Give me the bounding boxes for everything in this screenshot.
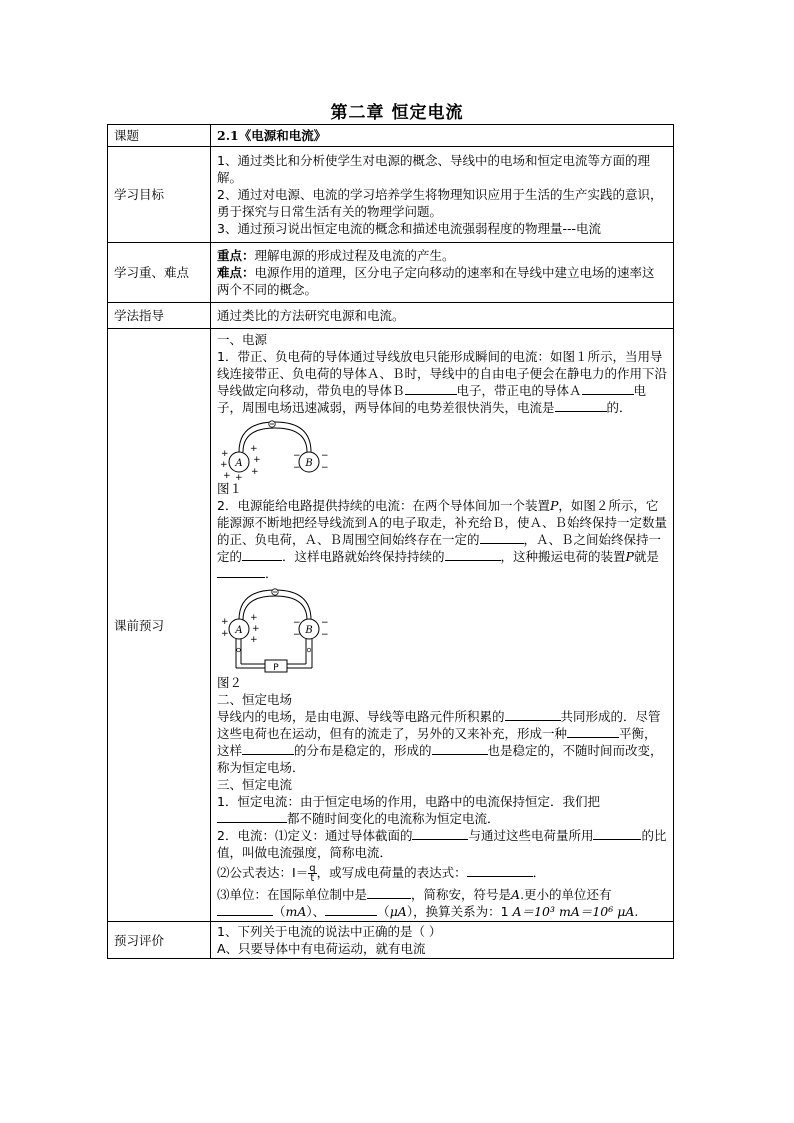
section-heading: 三、恒定电流: [217, 777, 293, 792]
blank[interactable]: [325, 903, 377, 916]
blank[interactable]: [582, 382, 634, 395]
section-heading: 二、恒定电场: [217, 692, 293, 707]
paragraph-3: 导线内的电场，是由电源、导线等电路元件所积累的 共同形成的．尽管这些电荷也在运动，但有的流走了，另外的又来补充，形成一种 平衡，这样 的分布是稳定的，形成的 也是稳定的，不随时间而改变，称为恒定电场．: [217, 709, 663, 775]
sphere-a-label: A: [235, 625, 243, 636]
question-1-option-a: A、只要导体中有电荷运动，就有电流: [217, 941, 426, 956]
key-label: 重点：: [217, 248, 255, 263]
svg-text:−: −: [293, 618, 301, 628]
hard-text: 电源作用的道理，区分电子定向移动的速率和在导线中建立电场的速率这两个不同的概念。: [217, 265, 655, 297]
paragraph-5: 2．电流：⑴定义：通过导体截面的 与通过这些电荷量所用 的比值，叫做电流强度，简称电流．: [217, 828, 667, 860]
section-heading: 一、电源: [217, 332, 268, 347]
blank[interactable]: [217, 903, 273, 916]
svg-text:−: −: [321, 463, 329, 473]
paragraph-1: 1．带正、负电荷的导体通过导线放电只能形成瞬间的电流：如图１所示，当用导线连接带正、负电荷的导体Ａ、Ｂ时，导线中的自由电子便会在静电力的作用下沿导线做定向移动，带负电的导体Ｂ 电子，带正电的导体Ａ 电子，周围电场迅速减弱，两导体间的电势差很快消失，电流是 的．: [217, 349, 668, 415]
svg-text:+: +: [251, 467, 259, 477]
paragraph-4: 1．恒定电流：由于恒定电场的作用，电路中的电流保持恒定．我们把都不随时间变化的电流称为恒定电流．: [217, 794, 600, 826]
row-label-preview: 课前预习: [108, 329, 211, 922]
device-p-label: P: [273, 663, 279, 673]
blank[interactable]: [432, 742, 488, 755]
row-label-evaluation: 预习评价: [108, 922, 211, 959]
preview-cell: [211, 329, 674, 922]
figure-1-diagram: [217, 418, 337, 480]
method-text: 通过类比的方法研究电源和电流。: [211, 303, 674, 329]
sphere-b-label: B: [305, 625, 313, 636]
paragraph-2: 2．电源能给电路提供持续的电流：在两个导体间加一个装置P，如图２所示，它能源源不断地把经导线流到Ａ的电子取走，补充给Ｂ，使Ａ、Ｂ始终保持一定数量的正、负电荷，Ａ、Ｂ周围空间始终存在一定的 ，Ａ、Ｂ之间始终保持一定的 ．这样电路就始终保持持续的 ，这种搬运电荷的装置P就是．: [217, 498, 668, 581]
blank[interactable]: [367, 886, 411, 899]
lesson-title: 2.1《电源和电流》: [211, 125, 674, 147]
keypoints-cell: [211, 243, 674, 303]
svg-text:+: +: [221, 629, 229, 639]
blank[interactable]: [242, 742, 294, 755]
table-row-method: [108, 303, 674, 329]
row-label-keypoints: 学习重、难点: [108, 243, 211, 303]
blank[interactable]: [445, 548, 501, 561]
page-title: 第二章 恒定电流: [330, 103, 464, 123]
svg-text:−: −: [321, 451, 329, 461]
hard-label: 难点：: [217, 265, 255, 280]
svg-text:+: +: [235, 473, 243, 480]
blank[interactable]: [480, 531, 524, 544]
lesson-plan-table: [107, 124, 674, 959]
svg-text:+: +: [221, 449, 229, 459]
blank[interactable]: [412, 827, 468, 840]
svg-text:+: +: [223, 471, 231, 480]
blank[interactable]: [555, 399, 607, 412]
blank[interactable]: [593, 827, 641, 840]
blank[interactable]: [242, 548, 282, 561]
question-1: 1、下列关于电流的说法中正确的是（ ）: [217, 924, 442, 939]
figure-2-diagram: [217, 584, 337, 674]
sphere-b-label: B: [305, 458, 313, 469]
svg-text:+: +: [250, 635, 258, 645]
svg-text:−: −: [293, 630, 301, 640]
svg-text:−: −: [321, 630, 329, 640]
row-label-topic: 课题: [108, 125, 211, 147]
svg-text:−: −: [321, 618, 329, 628]
blank[interactable]: [217, 810, 287, 823]
key-text: 理解电源的形成过程及电流的产生。: [254, 248, 455, 263]
sphere-a-label: A: [235, 458, 243, 469]
table-row-preview: [108, 329, 674, 922]
evaluation-cell: [211, 922, 674, 959]
formula-fraction: $\frac{q}{t}$: [309, 863, 316, 884]
blank[interactable]: [405, 382, 457, 395]
row-label-goals: 学习目标: [108, 147, 211, 243]
goal-item: 1、通过类比和分析使学生对电源的概念、导线中的电场和恒定电流等方面的理解。: [217, 153, 650, 185]
paragraph-6: ⑵公式表达：I＝ $\frac{q}{t}$ ，或写成电荷量的表达式： ．: [217, 863, 546, 884]
svg-text:+: +: [221, 617, 229, 627]
svg-text:+: +: [250, 444, 258, 454]
table-row-goals: [108, 147, 674, 243]
table-row-evaluation: [108, 922, 674, 959]
goal-item: 3、通过预习说出恒定电流的概念和描述电流强弱程度的物理量---电流: [217, 221, 601, 236]
row-label-method: 学法指导: [108, 303, 211, 329]
svg-text:+: +: [253, 455, 261, 465]
blank[interactable]: [217, 565, 265, 578]
svg-text:+: +: [252, 624, 260, 634]
svg-text:+: +: [250, 613, 258, 623]
table-row-topic: [108, 125, 674, 147]
figure-1-caption: 图１: [217, 481, 243, 496]
blank[interactable]: [467, 864, 533, 877]
blank[interactable]: [505, 708, 561, 721]
svg-text:+: +: [220, 460, 228, 470]
table-row-keypoints: [108, 243, 674, 303]
blank[interactable]: [567, 725, 619, 738]
paragraph-7: ⑶单位：在国际单位制中是 ，简称安，符号是A.更小的单位还有（mA）、 （μA），换算关系为：1 A＝10³ mA＝10⁶ μA.: [217, 887, 639, 919]
svg-text:−: −: [293, 463, 301, 473]
goals-cell: [211, 147, 674, 243]
svg-text:−: −: [293, 451, 301, 461]
figure-2-caption: 图２: [217, 675, 243, 690]
goal-item: 2、通过对电源、电流的学习培养学生将物理知识应用于生活的生产实践的意识，勇于探究与日常生活有关的物理学问题。: [217, 187, 663, 219]
